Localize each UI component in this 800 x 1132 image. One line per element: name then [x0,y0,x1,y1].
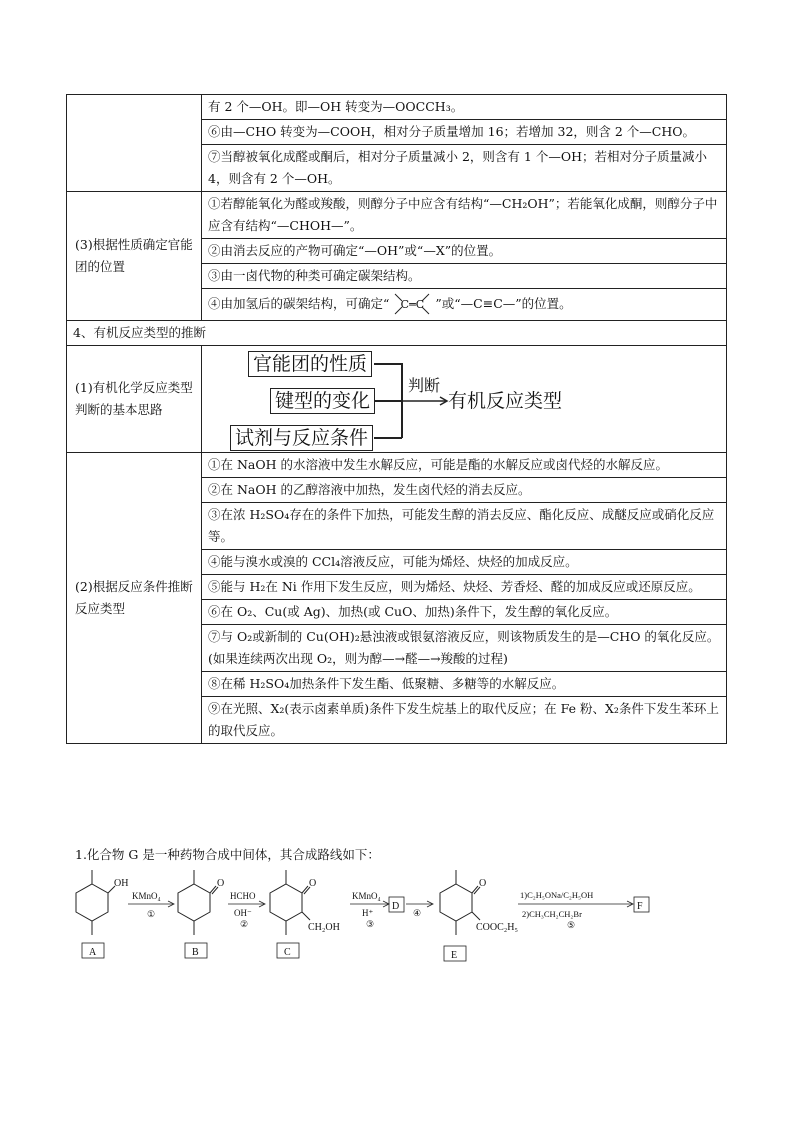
reagent-1: KMnO₄ [132,891,161,901]
step-2: ② [240,919,249,929]
mol-A-oh: OH [114,878,129,889]
step-3: ③ [366,919,375,929]
condition-row-9: ⑨在光照、X₂(表示卤素单质)条件下发生烷基上的取代反应；在 Fe 粉、X₂条件下发生苯环上的取代反应。 [202,697,727,744]
position-row-4-after: ”或“—C≡C—”的位置。 [435,296,572,311]
condition-row-4: ④能与溴水或溴的 CCl₄溶液反应，可能为烯烃、炔烃的加成反应。 [202,550,727,575]
step-5: ⑤ [567,920,576,930]
label-A: A [89,947,97,958]
flow-box-functional-group: 官能团的性质 [248,351,372,377]
flow-cell [202,346,727,453]
thinking-label: (1)有机化学反应类型判断的基本思路 [67,346,202,453]
mol-B-o: O [217,878,225,889]
flow-result: 有机反应类型 [448,390,563,412]
double-bond-text: C═C [400,298,425,311]
empty-label-cell [67,95,202,192]
mol-E-o: O [479,878,487,889]
content-table [66,94,727,744]
label-E: E [451,950,458,961]
section-4-title: 4、有机反应类型的推断 [67,321,727,346]
step-1: ① [147,909,156,919]
double-bond-structure [393,290,431,319]
molecule-E [440,870,480,935]
molecule-A [76,870,115,935]
synthesis-scheme [70,862,730,972]
mol-C-o: O [309,878,317,889]
reagent-3-top: KMnO₄ [352,891,381,901]
position-row-2: ②由消去反应的产物可确定“—OH”或“—X”的位置。 [202,239,727,264]
reaction-type-flow [208,347,720,451]
condition-row-6: ⑥在 O₂、Cu(或 Ag)、加热(或 CuO、加热)条件下，发生醇的氧化反应。 [202,600,727,625]
position-row-4-before: ④由加氢后的碳架结构，可确定“ [208,296,390,311]
row-oh-conversion: 有 2 个—OH。即—OH 转变为—OOCCH₃。 [202,95,727,120]
label-D: D [392,901,400,912]
row-alcohol-oxidation-mass: ⑦当醇被氧化成醛或酮后，相对分子质量减小 2，则含有 1 个—OH；若相对分子质量减小 4，则含有 2 个—OH。 [202,145,727,192]
flow-box-reagent-condition: 试剂与反应条件 [230,425,373,451]
position-row-3: ③由一卤代物的种类可确定碳架结构。 [202,264,727,289]
label-B: B [192,947,199,958]
flow-arrow [402,394,452,408]
reagent-2-bottom: OH⁻ [234,908,252,918]
position-row-4 [202,289,727,321]
reagent-5-bottom: 2)CH₃CH₂CH₂Br [522,909,582,919]
mol-E-cooc2h5: COOC₂H₅ [476,922,518,933]
condition-row-3: ③在浓 H₂SO₄存在的条件下加热，可能发生醇的消去反应、酯化反应、成醚反应或硝化反应等。 [202,503,727,550]
condition-row-7: ⑦与 O₂或新制的 Cu(OH)₂悬浊液或银氨溶液反应，则该物质发生的是—CHO 的氧化反应。(如果连续两次出现 O₂，则为醇—→醛—→羧酸的过程) [202,625,727,672]
reagent-5-top: 1)C₂H₅ONa/C₂H₅OH [520,890,594,900]
position-label: (3)根据性质确定官能团的位置 [67,192,202,321]
condition-row-5: ⑤能与 H₂在 Ni 作用下发生反应，则为烯烃、炔烃、芳香烃、醛的加成反应或还原反应。 [202,575,727,600]
condition-row-2: ②在 NaOH 的乙醇溶液中加热，发生卤代烃的消去反应。 [202,478,727,503]
mol-C-ch2oh: CH₂OH [308,922,340,933]
row-cho-to-cooh: ⑥由—CHO 转变为—COOH，相对分子质量增加 16；若增加 32，则含 2 个—CHO。 [202,120,727,145]
reagent-2-top: HCHO [230,891,256,901]
molecule-B [178,870,218,935]
step-4: ④ [413,908,422,918]
condition-row-1: ①在 NaOH 的水溶液中发生水解反应，可能是酯的水解反应或卤代烃的水解反应。 [202,453,727,478]
flow-judge-label: 判断 [408,376,441,395]
question-text: 1.化合物 G 是一种药物合成中间体，其合成路线如下： [75,847,380,862]
label-F: F [637,901,643,912]
molecule-C [270,870,310,935]
position-row-1: ①若醇能氧化为醛或羧酸，则醇分子中应含有结构“—CH₂OH”；若能氧化成酮，则醇分子中应含有结构“—CHOH—”。 [202,192,727,239]
flow-box-bond-change: 键型的变化 [270,388,375,414]
reagent-3-bottom: H⁺ [362,908,374,918]
condition-label: (2)根据反应条件推断反应类型 [67,453,202,744]
condition-row-8: ⑧在稀 H₂SO₄加热条件下发生酯、低聚糖、多糖等的水解反应。 [202,672,727,697]
label-C: C [284,947,291,958]
